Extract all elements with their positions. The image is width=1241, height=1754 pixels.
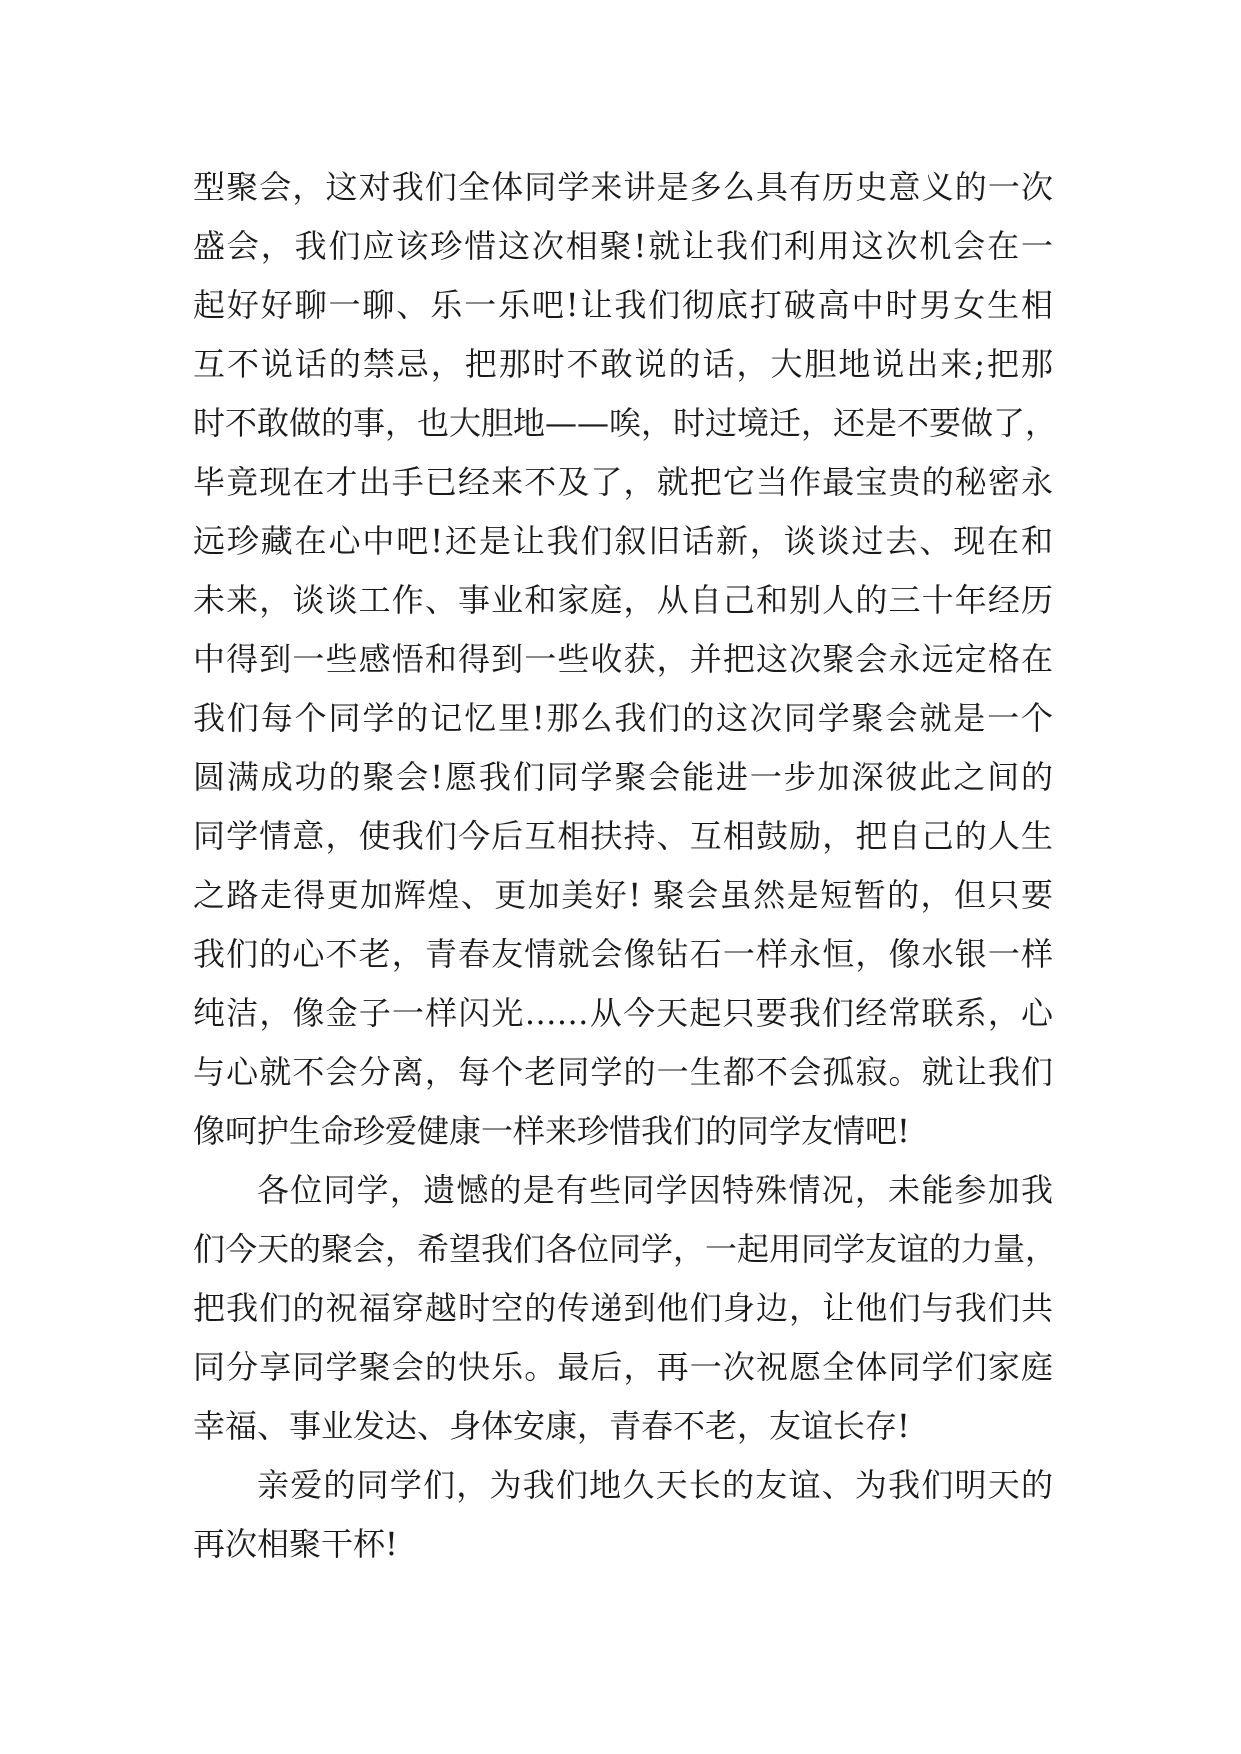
- text-line: 圆满成功的聚会!愿我们同学聚会能进一步加深彼此之间的: [193, 758, 1053, 796]
- text-line: 幸福、事业发达、身体安康，青春不老，友谊长存!: [193, 1407, 910, 1445]
- text-line: 纯洁，像金子一样闪光……从今天起只要我们经常联系，心: [193, 994, 1053, 1032]
- text-line: 盛会，我们应该珍惜这次相聚!就让我们利用这次机会在一: [193, 227, 1053, 265]
- text-line: 未来，谈谈工作、事业和家庭，从自己和别人的三十年经历: [193, 581, 1053, 619]
- text-line: 远珍藏在心中吧!还是让我们叙旧话新，谈谈过去、现在和: [193, 522, 1053, 560]
- paragraph-first-line: 各位同学，遗憾的是有些同学因特殊情况，未能参加我: [257, 1171, 1053, 1209]
- text-line: 之路走得更加辉煌、更加美好! 聚会虽然是短暂的，但只要: [193, 876, 1053, 914]
- text-line: 时不敢做的事，也大胆地——唉，时过境迁，还是不要做了，: [193, 404, 1058, 442]
- text-line: 中得到一些感悟和得到一些收获，并把这次聚会永远定格在: [193, 640, 1053, 678]
- text-line: 起好好聊一聊、乐一乐吧!让我们彻底打破高中时男女生相: [193, 286, 1053, 324]
- text-line: 互不说话的禁忌，把那时不敢说的话，大胆地说出来;把那: [193, 345, 1053, 383]
- text-line: 同分享同学聚会的快乐。最后，再一次祝愿全体同学们家庭: [193, 1348, 1053, 1386]
- text-line: 们今天的聚会，希望我们各位同学，一起用同学友谊的力量，: [193, 1230, 1058, 1268]
- text-line: 毕竟现在才出手已经来不及了，就把它当作最宝贵的秘密永: [193, 463, 1053, 501]
- paragraph-first-line: 亲爱的同学们，为我们地久天长的友谊、为我们明天的: [257, 1466, 1053, 1504]
- text-line: 型聚会，这对我们全体同学来讲是多么具有历史意义的一次: [193, 168, 1053, 206]
- text-line: 与心就不会分离，每个老同学的一生都不会孤寂。就让我们: [193, 1053, 1053, 1091]
- text-line: 我们每个同学的记忆里!那么我们的这次同学聚会就是一个: [193, 699, 1053, 737]
- text-line: 再次相聚干杯!: [193, 1525, 398, 1563]
- body-text: [193, 158, 1058, 1574]
- text-line: 像呵护生命珍爱健康一样来珍惜我们的同学友情吧!: [193, 1112, 910, 1150]
- text-line: 把我们的祝福穿越时空的传递到他们身边，让他们与我们共: [193, 1289, 1053, 1327]
- text-line: 我们的心不老，青春友情就会像钻石一样永恒，像水银一样: [193, 935, 1053, 973]
- text-line: 同学情意，使我们今后互相扶持、互相鼓励，把自己的人生: [193, 817, 1053, 855]
